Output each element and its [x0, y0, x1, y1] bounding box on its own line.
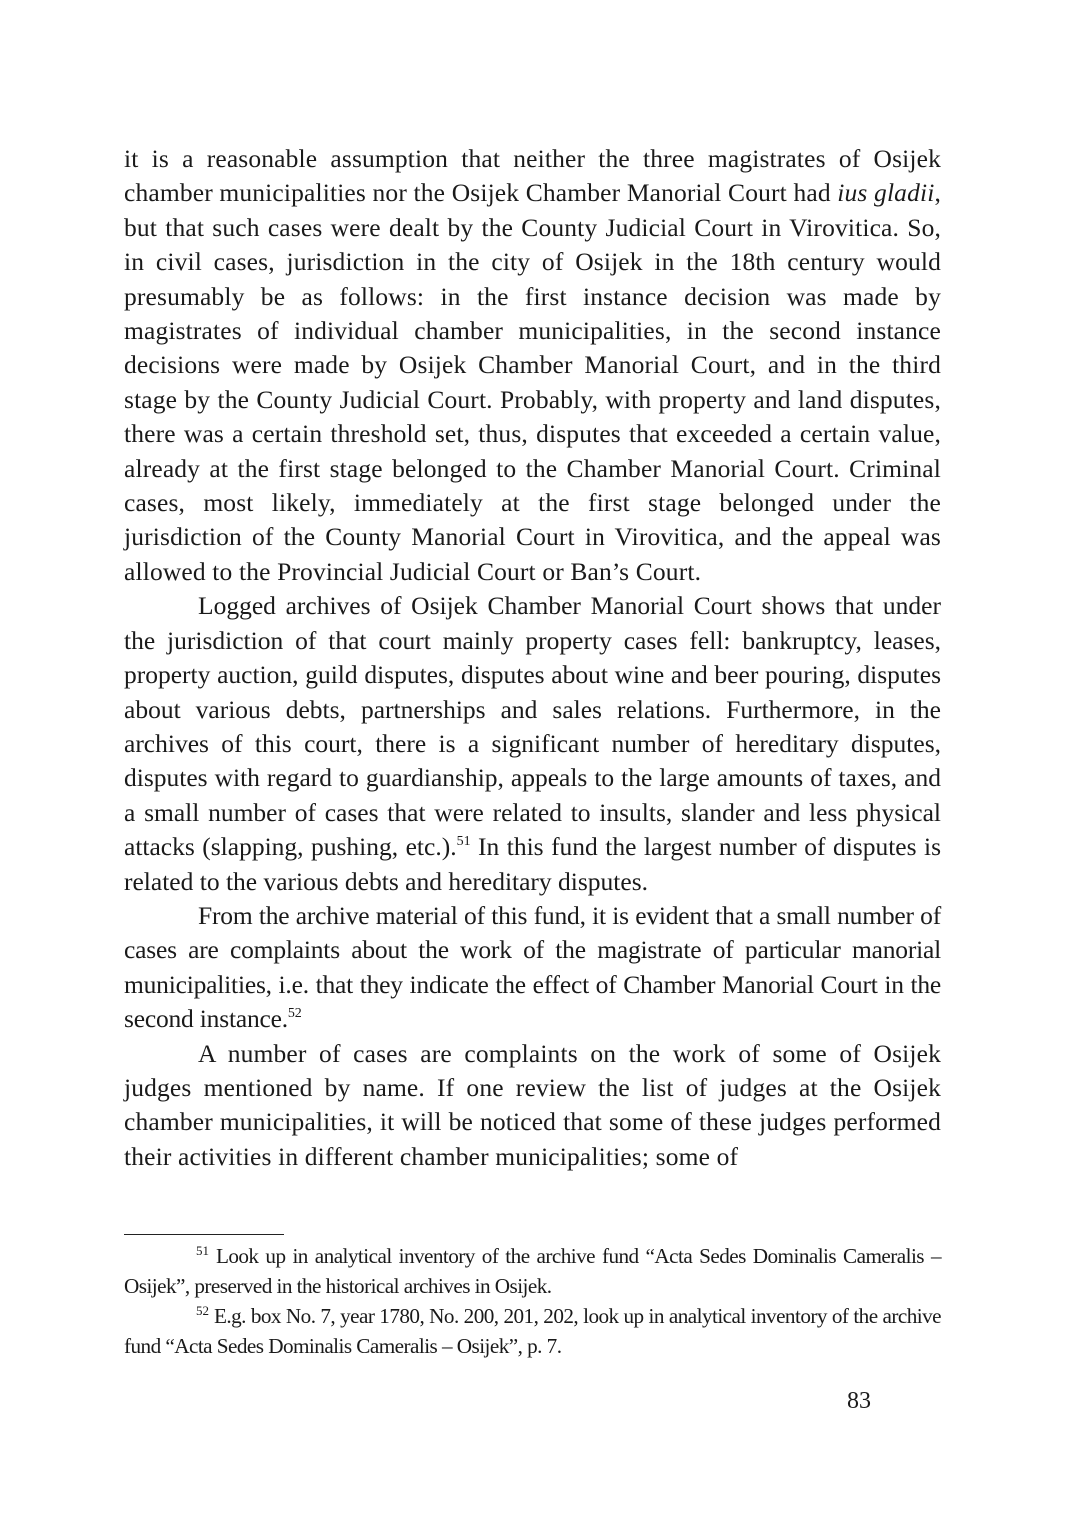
paragraph-1-italic: ius gladii [837, 178, 935, 208]
footnote-52 [124, 1301, 941, 1361]
footnote-52-number: 52 [196, 1303, 209, 1318]
footnote-51-number: 51 [196, 1243, 209, 1258]
footnotes [124, 1241, 941, 1361]
paragraph-2-text-b: In this fund the largest number of disputes is related to the various debts and hereditary disputes. [124, 832, 942, 896]
paragraph-4 [124, 1037, 941, 1175]
paragraph-2 [124, 589, 941, 899]
footnote-ref-52: 52 [287, 1006, 302, 1022]
paragraph-1-text-b: , but that such cases were dealt by the County Judicial Court in Virovitica. So, in civil cases, jurisdiction in the city of Osijek in the 18th century would presumably be as follows: in the first instance decision was made by magistrates of individual chamber municipalities, in the second instance decisions were made by Osijek Chamber Manorial Court, and in the third stage by the County Judicial Court. Probably, with property and land disputes, there was a certain threshold set, thus, disputes that exceeded a certain value, already at the first stage belonged to the Chamber Manorial Court. Criminal cases, most likely, immediately at the first stage belonged under the jurisdiction of the County Manorial Court in Virovitica, and the appeal was allowed to the Provincial Judicial Court or Ban’s Court. [124, 178, 941, 586]
footnote-51 [124, 1241, 941, 1301]
paragraph-1-text-a: it is a reasonable assumption that neither the three magistrates of Osijek chamber municipalities nor the Osijek Chamber Manorial Court had [124, 144, 941, 208]
main-text [124, 142, 941, 1174]
paragraph-3 [124, 899, 941, 1037]
footnote-51-text: Look up in analytical inventory of the archive fund “Acta Sedes Dominalis Cameralis – Osijek”, preserved in the historical archives in Osijek. [124, 1244, 941, 1298]
paragraph-3-text-a: From the archive material of this fund, it is evident that a small number of cases are complaints about the work of the magistrate of particular manorial municipalities, i.e. that they indicate the effect of Chamber Manorial Court in the second instance. [124, 900, 941, 1034]
footnote-separator [124, 1234, 284, 1235]
paragraph-2-text-a: Logged archives of Osijek Chamber Manorial Court shows that under the jurisdiction of that court mainly property cases fell: bankruptcy, leases, property auction, guild disputes, disputes about wine and beer pouring, disputes about various debts, partnerships and sales relations. Furthermore, in the archives of this court, there is a significant number of hereditary disputes, disputes with regard to guardianship, appeals to the large amounts of taxes, and a small number of cases that were related to insults, slander and less physical attacks (slapping, pushing, etc.). [124, 591, 941, 862]
footnote-52-text: E.g. box No. 7, year 1780, No. 200, 201, 202, look up in analytical inventory of the archive fund “Acta Sedes Dominalis Cameralis – Osijek”, p. 7. [124, 1304, 942, 1358]
paragraph-1 [124, 142, 941, 589]
footnote-ref-51: 51 [456, 834, 471, 850]
paragraph-4-text-a: A number of cases are complaints on the work of some of Osijek judges mentioned by name. If one review the list of judges at the Osijek chamber municipalities, it will be noticed that some of these judges performed their activities in different chamber municipalities; some of [124, 1038, 941, 1171]
page-number: 83 [847, 1388, 871, 1414]
